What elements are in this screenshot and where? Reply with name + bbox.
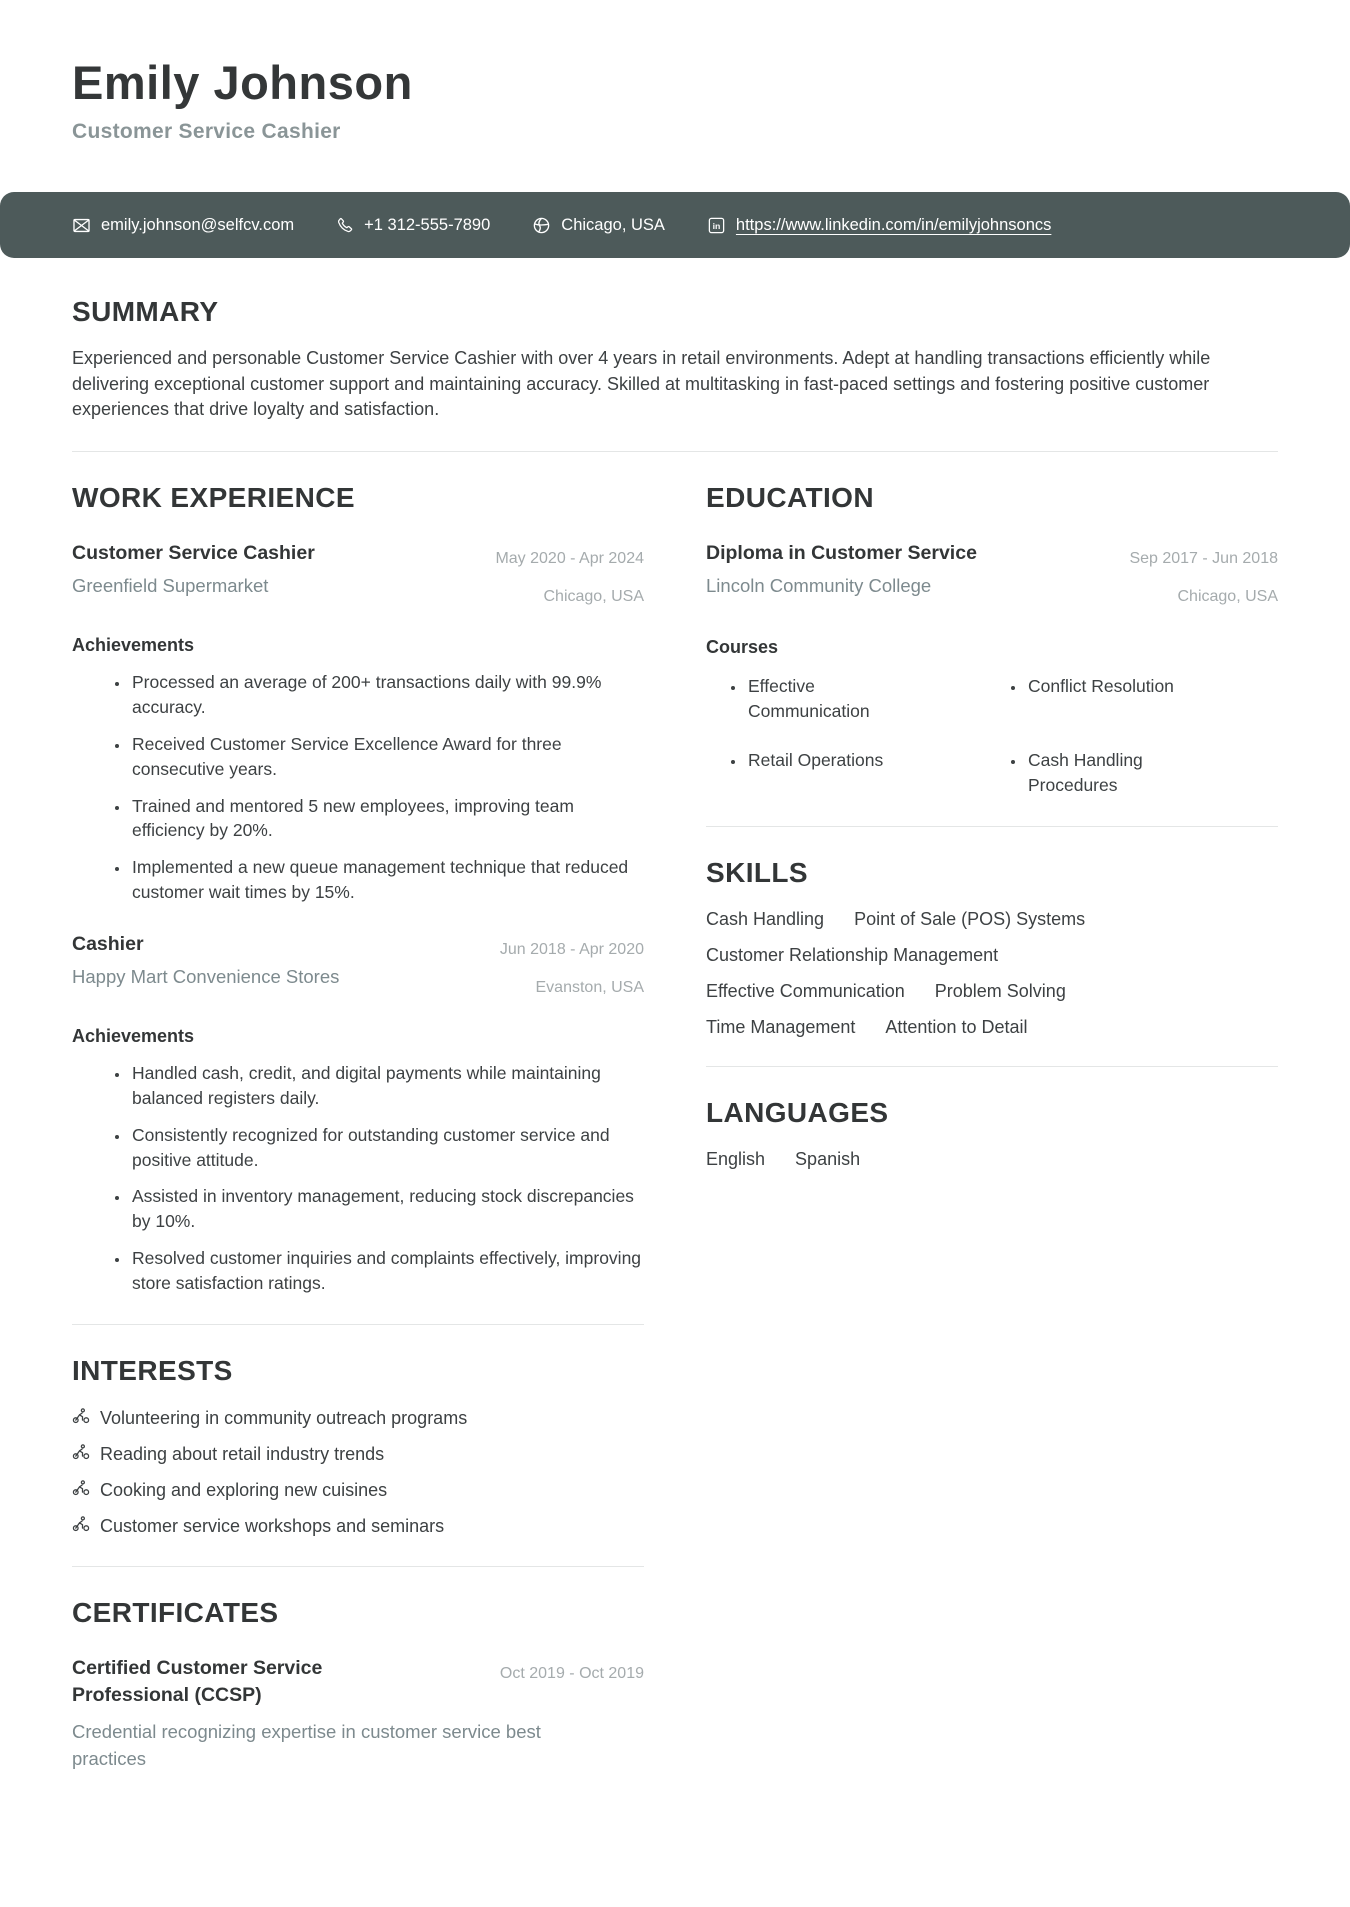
certificate-description: Credential recognizing expertise in customer service best practices [72,1721,541,1770]
main-content [0,296,1350,1773]
contact-linkedin [707,216,1051,235]
cyclist-icon [72,1515,90,1538]
work-experience-section [72,482,644,1296]
achievement-item: • Received Customer Service Excellence Award for three consecutive years. [130,732,644,782]
course-item: • Cash Handling Procedures [1026,748,1216,798]
skill-item: Customer Relationship Management [706,944,999,965]
job-company-1: Greenfield Supermarket [72,575,269,597]
certificate-name: Certified Customer Service Professional (CCSP) [72,1656,323,1707]
job-company-2: Happy Mart Convenience Stores [72,966,340,988]
languages-list [706,1149,1278,1170]
courses-label: Courses [706,637,779,658]
person-job-title: Customer Service Cashier [72,120,341,144]
skill-item: Cash Handling [706,908,825,929]
summary-section [72,296,1278,423]
divider [706,826,1278,827]
language-item: English [706,1148,766,1169]
contact-email [72,216,294,235]
skill-item: Problem Solving [934,980,1066,1001]
cyclist-icon [72,1407,90,1430]
languages-heading: LANGUAGES [706,1096,889,1128]
languages-section [706,1097,1278,1170]
course-item: • Conflict Resolution [1026,674,1216,724]
linkedin-icon [707,216,726,235]
contact-phone [336,216,490,235]
interests-heading: INTERESTS [72,1354,233,1386]
work-experience-heading: WORK EXPERIENCE [72,481,355,513]
person-name: Emily Johnson [72,56,413,109]
certificate-dates: Oct 2019 - Oct 2019 [499,1664,644,1682]
courses-list [706,674,1278,797]
certificates-section [72,1597,644,1773]
achievements-label: Achievements [72,635,195,656]
divider [72,1566,644,1567]
globe-icon [532,216,551,235]
right-column [706,452,1278,1773]
interests-section [72,1355,644,1538]
education-dates: Sep 2017 - Jun 2018 [1129,549,1278,567]
phone-icon [336,216,354,234]
job-location-1: Chicago, USA [543,587,644,605]
left-column [72,452,644,1773]
skill-item: Effective Communication [706,980,905,1001]
skill-item: Attention to Detail [885,1016,1028,1037]
job-achievements-1 [72,670,644,905]
skills-heading: SKILLS [706,856,808,888]
cyclist-icon [72,1479,90,1502]
divider [72,1324,644,1325]
divider [706,1066,1278,1067]
interest-item: Volunteering in community outreach programs [72,1407,644,1430]
achievement-item: • Implemented a new queue management technique that reduced customer wait times by 15%. [130,855,644,905]
interest-item: Reading about retail industry trends [72,1443,644,1466]
job-achievements-2 [72,1061,644,1296]
job-entry [72,540,644,905]
certificates-heading: CERTIFICATES [72,1596,279,1628]
summary-text: Experienced and personable Customer Service Cashier with over 4 years in retail environments. Adept at handling transactions efficiently while delivering exceptional customer support and maintaining accuracy. Skilled at multitasking in fast-paced settings and fostering positive customer experiences that drive loyalty and satisfaction. [72,348,1211,420]
achievement-item: • Handled cash, credit, and digital payments while maintaining balanced registers daily. [130,1061,644,1111]
contact-bar [0,192,1350,258]
education-heading: EDUCATION [706,481,874,513]
cyclist-icon [72,1443,90,1466]
achievement-item: • Assisted in inventory management, reducing stock discrepancies by 10%. [130,1184,644,1234]
two-column-layout [72,452,1278,1773]
course-item: • Retail Operations [746,748,936,798]
education-degree: Diploma in Customer Service [706,541,977,564]
achievement-item: • Trained and mentored 5 new employees, improving team efficiency by 20%. [130,794,644,844]
job-dates-2: Jun 2018 - Apr 2020 [499,940,644,958]
education-location: Chicago, USA [1177,587,1278,605]
linkedin-link[interactable]: https://www.linkedin.com/in/emilyjohnsoncs [735,215,1052,234]
interest-item: Cooking and exploring new cuisines [72,1479,644,1502]
skills-list [706,909,1278,1038]
achievement-item: • Processed an average of 200+ transactions daily with 99.9% accuracy. [130,670,644,720]
envelope-icon [72,216,91,235]
achievements-label: Achievements [72,1026,195,1047]
achievement-item: • Resolved customer inquiries and complaints effectively, improving store satisfaction ratings. [130,1246,644,1296]
svg-text:in: in [712,220,721,231]
contact-location [532,216,665,235]
summary-heading: SUMMARY [72,296,219,328]
interest-item: Customer service workshops and seminars [72,1515,644,1538]
achievement-item: • Consistently recognized for outstanding customer service and positive attitude. [130,1123,644,1173]
education-school: Lincoln Community College [706,575,932,597]
course-item: • Effective Communication [746,674,936,724]
language-item: Spanish [795,1148,861,1169]
contact-location-text: Chicago, USA [561,215,665,234]
education-section [706,482,1278,798]
contact-email-text: emily.johnson@selfcv.com [101,215,295,234]
job-entry [72,931,644,1296]
job-title-2: Cashier [72,932,144,955]
skills-section [706,857,1278,1038]
skill-item: Point of Sale (POS) Systems [854,908,1086,929]
header [0,0,1350,144]
job-location-2: Evanston, USA [535,978,644,996]
skill-item: Time Management [706,1016,856,1037]
job-title-1: Customer Service Cashier [72,541,315,564]
job-dates-1: May 2020 - Apr 2024 [495,549,644,567]
contact-phone-text: +1 312-555-7890 [364,215,491,234]
